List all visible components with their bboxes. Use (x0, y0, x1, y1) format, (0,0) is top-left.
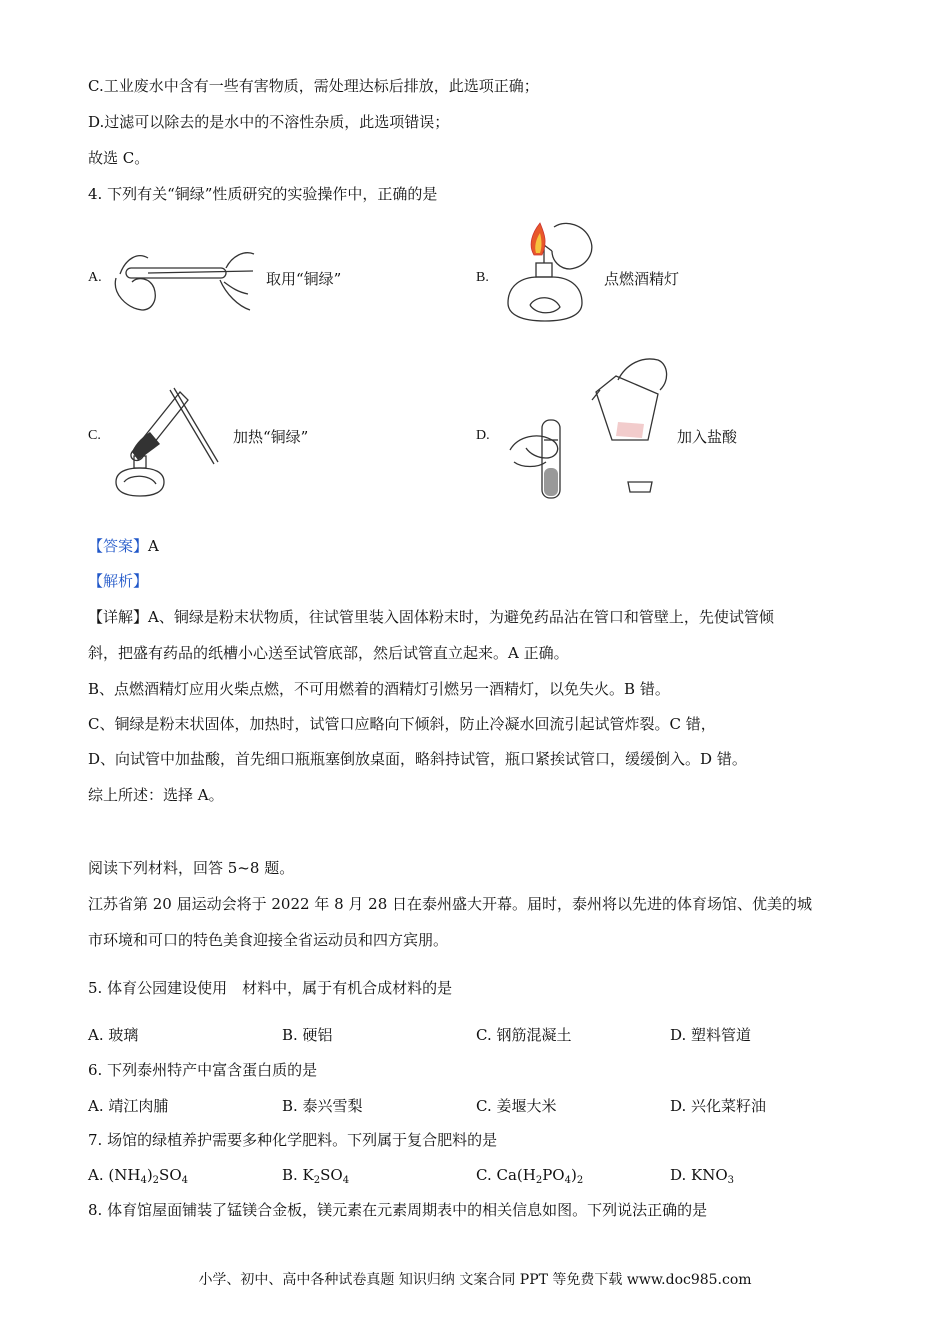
detail-line-5: D、向试管中加盐酸，首先细口瓶瓶塞倒放桌面，略斜持试管，瓶口紧挨试管口，缓缓倒入。D 错。 (88, 750, 747, 768)
detail-summary: 综上所述：选择 A。 (88, 786, 224, 804)
question-8-stem: 8. 体育馆屋面铺装了锰镁合金板，镁元素在元素周期表中的相关信息如图。下列说法正确的是 (88, 1201, 708, 1219)
q6-option-d: D. 兴化菜籽油 (670, 1097, 767, 1115)
detail-line-2: 斜，把盛有药品的纸槽小心送至试管底部，然后试管直立起来。A 正确。 (88, 644, 569, 662)
test-tube-paper-trough-icon (108, 238, 258, 316)
q7-option-b: B. $K_2SO_4$ (282, 1166, 350, 1186)
detail-line-1: 【详解】A、铜绿是粉末状物质，往试管里装入固体粉末时，为避免药品沾在管口和管壁上，先使试管倾 (88, 608, 774, 626)
answer-tag: 【答案】 (88, 537, 149, 555)
line-option-c-explain: C.工业废水中含有一些有害物质，需处理达标后排放，此选项正确； (88, 77, 539, 95)
q7-option-c: C. $Ca(H_2PO_4)_2$ (476, 1166, 584, 1186)
line-choose-c: 故选 C。 (88, 149, 150, 167)
q6-option-c: C. 姜堰大米 (476, 1097, 557, 1115)
q7-option-d: D. $KNO_3$ (670, 1166, 735, 1186)
pouring-liquid-icon (508, 350, 672, 504)
line-option-d-explain: D.过滤可以除去的是水中的不溶性杂质，此选项错误； (88, 113, 450, 131)
answer-value: A (148, 537, 159, 555)
q5-option-c: C. 钢筋混凝土 (476, 1026, 572, 1044)
q4-option-c-label: C. (88, 428, 101, 443)
q7-option-a: A. $(NH_4)_2SO_4$ (88, 1166, 188, 1186)
q5-option-b: B. 硬铝 (282, 1026, 333, 1044)
q6-option-a: A. 靖江肉脯 (88, 1097, 169, 1115)
reading-paragraph-line-2: 市环境和可口的特色美食迎接全省运动员和四方宾朋。 (88, 931, 449, 949)
detail-line-3: B、点燃酒精灯应用火柴点燃，不可用燃着的酒精灯引燃另一酒精灯，以免失火。B 错。 (88, 680, 670, 698)
question-5-stem: 5. 体育公园建设使用 材料中，属于有机合成材料的是 (88, 979, 453, 997)
question-6-stem: 6. 下列泰州特产中富含蛋白质的是 (88, 1061, 318, 1079)
reading-paragraph-line-1: 江苏省第 20 届运动会将于 2022 年 8 月 28 日在泰州盛大开幕。届时，泰州将以先进的体育场馆、优美的城 (88, 895, 813, 913)
detail-tag: 【详解】 (88, 608, 149, 626)
q4-option-a-label: A. (88, 270, 102, 285)
reading-intro: 阅读下列材料，回答 5~8 题。 (88, 859, 295, 877)
q5-option-d: D. 塑料管道 (670, 1026, 752, 1044)
page-footer: 小学、初中、高中各种试卷真题 知识归纳 文案合同 PPT 等免费下载 www.doc985.com (198, 1272, 752, 1288)
analysis-tag: 【解析】 (88, 572, 149, 590)
q4-option-b-label: B. (476, 270, 489, 285)
q5-option-a: A. 玻璃 (88, 1026, 139, 1044)
q4-option-b-text: 点燃酒精灯 (604, 270, 680, 288)
q4-option-c-text: 加热“铜绿” (233, 428, 309, 446)
q6-option-b: B. 泰兴雪梨 (282, 1097, 363, 1115)
question-4-stem: 4. 下列有关“铜绿”性质研究的实验操作中，正确的是 (88, 185, 438, 203)
answer-line (88, 536, 159, 556)
heating-test-tube-icon (110, 382, 224, 502)
q4-option-a-text: 取用“铜绿” (266, 270, 342, 288)
question-7-stem: 7. 场馆的绿植养护需要多种化学肥料。下列属于复合肥料的是 (88, 1131, 498, 1149)
q4-option-d-text: 加入盐酸 (677, 428, 738, 446)
q4-option-d-label: D. (476, 428, 490, 443)
detail-line-4: C、铜绿是粉末状固体，加热时，试管口应略向下倾斜，防止冷凝水回流引起试管炸裂。C 错， (88, 715, 716, 733)
alcohol-lamp-lighting-icon (500, 215, 600, 327)
